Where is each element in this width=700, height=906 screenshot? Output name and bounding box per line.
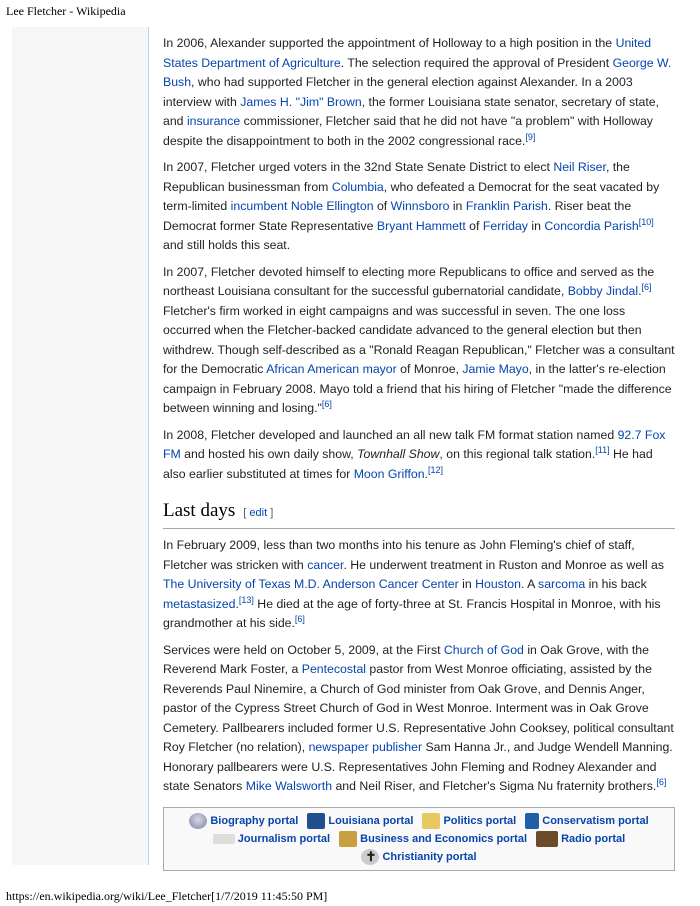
link-md-anderson[interactable]: The University of Texas M.D. Anderson Cancer Center	[163, 577, 459, 591]
journalism-icon	[213, 834, 235, 844]
conservatism-flag-icon	[525, 813, 539, 829]
link-jim-brown[interactable]: James H. "Jim" Brown	[240, 94, 362, 109]
portal-item-journalism	[213, 830, 330, 848]
link-mayor[interactable]: mayor	[362, 362, 397, 376]
link-concordia-parish[interactable]: Concordia Parish	[544, 218, 639, 233]
section-heading-last-days: Last days [ edit ]	[163, 500, 675, 529]
paragraph-holloway: In 2006, Alexander supported the appointment of Holloway to a high position in the United States Department of Agriculture. The selection required the approval of President George W. Bush, who had supported Fletcher in the general election against Alexander. In a 2003 interview with James H. "Jim" Brown, the former Louisiana state senator, secretary of state, and insurance commissioner, Fletcher said that he did not have "a problem" with Holloway despite the disappointment to both in the 2002 congressional race.[9]	[163, 36, 672, 148]
print-header: Lee Fletcher - Wikipedia	[6, 4, 126, 18]
ref-6[interactable]: [6]	[641, 281, 652, 292]
link-george-w-bush[interactable]: George W. Bush	[163, 55, 672, 89]
portal-link-biography[interactable]: Biography portal	[210, 814, 299, 827]
ref-6[interactable]: [6]	[294, 613, 305, 624]
link-noble-ellington[interactable]: Noble Ellington	[290, 199, 374, 213]
link-bobby-jindal[interactable]: Bobby Jindal	[567, 284, 639, 298]
link-insurance[interactable]: insurance	[186, 114, 241, 128]
portal-row-3	[168, 848, 670, 866]
ref-10[interactable]: [10]	[638, 216, 654, 227]
portal-item-radio	[536, 830, 625, 848]
content-frame-border	[148, 27, 149, 865]
portal-item-business	[339, 830, 527, 848]
portal-link-radio[interactable]: Radio portal	[561, 832, 626, 845]
ref-6[interactable]: [6]	[321, 398, 332, 409]
portal-item-christianity	[361, 848, 476, 866]
paragraph-riser: In 2007, Fletcher urged voters in the 32nd State Senate District to elect Neil Riser, the Republican businessman from Columbia, who defeated a Democrat for the seat vacated by term-limited incumbent Noble Ellington of Winnsboro in Franklin Parish. Riser beat the Democrat former State Representative Bryant Hammett of Ferriday in Concordia Parish[10] and still holds this seat.	[163, 160, 660, 252]
link-mike-walsworth[interactable]: Mike Walsworth	[245, 779, 333, 793]
link-african-american[interactable]: African American	[266, 362, 360, 376]
paragraph-jindal: In 2007, Fletcher devoted himself to electing more Republicans to office and served as the northeast Louisiana consultant for the successful gubernatorial candidate, Bobby Jindal.[6] Fletcher's firm worked in eight campaigns and was successful in seven. The one loss occurred when the Fletcher-backed candidate advanced to the general election but then withdrew. Though self-described as a "Ronald Reagan Republican," Fletcher was a consultant for the Democratic African American mayor of Monroe, Jamie Mayo, in the latter's re-election campaign in February 2008. Mayo told a friend that his hiring of Fletcher "made the difference between winning and losing."[6]	[163, 264, 675, 415]
link-bryant-hammett[interactable]: Bryant Hammett	[376, 218, 466, 233]
article-content	[163, 34, 675, 871]
ref-11[interactable]: [11]	[595, 444, 610, 455]
portal-item-louisiana	[307, 812, 413, 830]
print-footer: https://en.wikipedia.org/wiki/Lee_Fletcher[1/7/2019 11:45:50 PM]	[6, 889, 328, 903]
link-cancer[interactable]: cancer	[307, 557, 344, 572]
link-jamie-mayo[interactable]: Jamie Mayo	[462, 362, 529, 376]
louisiana-flag-icon	[307, 813, 325, 829]
ref-12[interactable]: [12]	[427, 464, 443, 475]
link-moon-griffon[interactable]: Moon Griffon	[353, 466, 425, 481]
show-title: Townhall Show	[357, 447, 440, 461]
link-columbia[interactable]: Columbia	[331, 179, 384, 194]
portal-link-business[interactable]: Business and Economics portal	[360, 832, 527, 845]
paragraph-services: Services were held on October 5, 2009, at the First Church of God in Oak Grove, with the Reverend Mark Foster, a Pentecostal pastor from West Monroe officiating, assisted by the Reverends Paul Ninemire, a Church of God minister from Oak Grove, and Dennis Anger, pastor of the Cypress Street Church of God in West Monroe. Interment was in Oak Grove Cemetery. Pallbearers included former U.S. Representative John Cooksey, political consultant Roy Fletcher (no relation), newspaper publisher Sam Hanna Jr., and Judge Wendell Manning. Honorary pallbearers were U.S. Representatives John Fleming and Rodney Alexander and state Senators Mike Walsworth and Neil Riser, and Fletcher's Sigma Nu fraternity brothers.[6]	[163, 642, 674, 793]
portal-link-louisiana[interactable]: Louisiana portal	[328, 814, 414, 827]
portal-item-biography	[189, 812, 298, 830]
link-winnsboro[interactable]: Winnsboro	[390, 199, 450, 213]
link-usda[interactable]: United States Department of Agriculture	[163, 36, 652, 70]
link-houston[interactable]: Houston	[475, 577, 521, 591]
link-pentecostal[interactable]: Pentecostal	[301, 662, 367, 676]
portal-link-christianity[interactable]: Christianity portal	[382, 850, 477, 863]
edit-section: [ edit ]	[243, 507, 274, 519]
ref-6[interactable]: [6]	[656, 776, 667, 787]
business-icon	[339, 831, 357, 847]
portal-link-conservatism[interactable]: Conservatism portal	[542, 814, 649, 827]
sidebar	[12, 27, 148, 865]
biography-icon	[189, 813, 207, 829]
cross-icon	[361, 849, 379, 865]
paragraph-illness: In February 2009, less than two months into his tenure as John Fleming's chief of staff, Fletcher was stricken with cancer. He underwent treatment in Ruston and Monroe as well as The University of Texas M.D. Anderson Cancer Center in Houston. A sarcoma in his back metastasized.[13] He died at the age of forty-three at St. Francis Hospital in Monroe, with his grandmother at his side.[6]	[163, 538, 665, 630]
portal-item-conservatism	[525, 812, 648, 830]
link-ferriday[interactable]: Ferriday	[482, 218, 528, 233]
portal-row-2	[168, 830, 670, 848]
link-incumbent[interactable]: incumbent	[230, 199, 288, 213]
link-fox-fm[interactable]: 92.7 Fox FM	[163, 427, 666, 461]
ref-9[interactable]: [9]	[525, 131, 536, 142]
ref-13[interactable]: [13]	[238, 594, 254, 605]
portal-row-1	[168, 812, 670, 830]
portal-link-politics[interactable]: Politics portal	[443, 814, 517, 827]
edit-link[interactable]: edit	[249, 507, 268, 519]
link-neil-riser[interactable]: Neil Riser	[553, 160, 606, 174]
portal-bar	[163, 807, 675, 871]
link-newspaper-publisher[interactable]: newspaper publisher	[308, 740, 423, 754]
politics-icon	[422, 813, 440, 829]
link-sarcoma[interactable]: sarcoma	[538, 577, 586, 591]
link-church-of-god[interactable]: Church of God	[443, 642, 524, 657]
radio-icon	[536, 831, 558, 847]
paragraph-fox-fm: In 2008, Fletcher developed and launched an all new talk FM format station named 92.7 Fox FM and hosted his own daily show, Townhall Show, on this regional talk station.[11] He had also earlier substituted at times for Moon Griffon.[12]	[163, 427, 666, 481]
link-franklin-parish[interactable]: Franklin Parish	[465, 199, 548, 213]
link-metastasized[interactable]: metastasized	[163, 596, 236, 611]
portal-item-politics	[422, 812, 516, 830]
portal-link-journalism[interactable]: Journalism portal	[237, 832, 331, 845]
